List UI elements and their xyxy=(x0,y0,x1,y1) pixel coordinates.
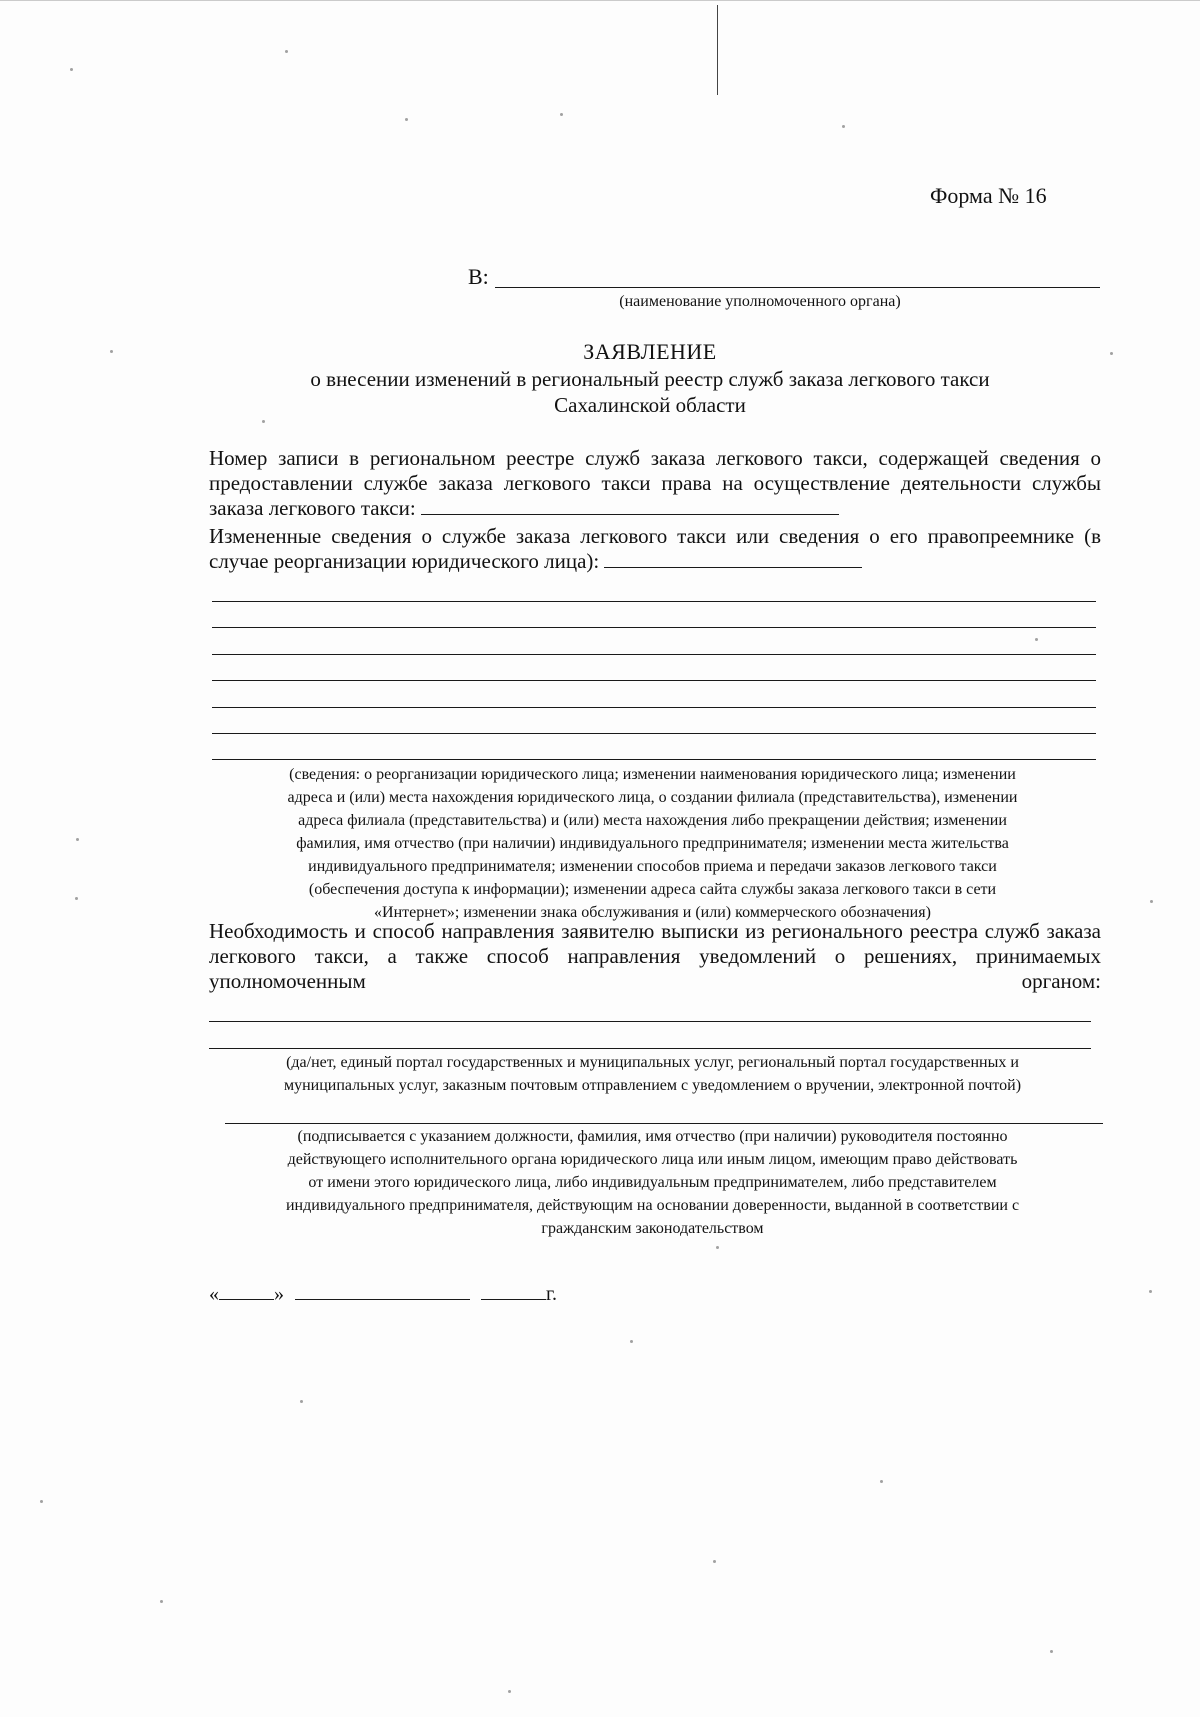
scan-speck xyxy=(1150,900,1153,903)
scan-speck xyxy=(110,350,113,353)
date-year-field[interactable] xyxy=(481,1283,546,1300)
scan-speck xyxy=(285,50,288,53)
recipient-label: В: xyxy=(468,264,489,289)
scan-speck xyxy=(508,1690,511,1693)
changed-info-line-5[interactable] xyxy=(212,707,1096,708)
record-number-field[interactable] xyxy=(421,496,839,515)
date-day-field[interactable] xyxy=(219,1283,274,1300)
scan-speck xyxy=(76,838,79,841)
scan-speck xyxy=(405,118,408,121)
notification-caption xyxy=(200,1051,1105,1097)
scan-speck xyxy=(160,1600,163,1603)
scan-speck xyxy=(75,897,78,900)
changed-info-line-1[interactable] xyxy=(212,601,1096,602)
recipient-field[interactable] xyxy=(495,287,1100,288)
changed-info-line-6[interactable] xyxy=(212,733,1096,734)
scan-speck xyxy=(1035,638,1038,641)
date-row xyxy=(209,1283,557,1306)
notification-caption-line-1: (да/нет, единый портал государственных и муниципальных услуг, региональный портал государственных и xyxy=(286,1054,1019,1071)
scan-speck xyxy=(262,420,265,423)
scan-top-edge xyxy=(0,0,1200,1)
changed-info-text: Измененные сведения о службе заказа легкового такси или сведения о его правопреемнике (в случае реорганизации юридического лица): xyxy=(209,524,1101,573)
changed-info-caption-line-3: адреса филиала (представительства) и (или) места нахождения либо прекращении действия; изменении xyxy=(298,812,1007,829)
notification-text: Необходимость и способ направления заявителю выписки из регионального реестра служб заказа легкового такси, а также способ направления уведомлений о решениях, принимаемых уполномоченным органом: xyxy=(209,919,1101,993)
changed-info-line-3[interactable] xyxy=(212,654,1096,655)
changed-info-line-4[interactable] xyxy=(212,680,1096,681)
signature-caption-line-4: индивидуального предпринимателя, действующим на основании доверенности, выданной в соответствии с xyxy=(285,1197,1020,1214)
notification-line-2[interactable] xyxy=(209,1048,1091,1049)
scan-speck xyxy=(716,1246,719,1249)
date-close-quote: » xyxy=(274,1283,284,1305)
scan-speck xyxy=(1149,1290,1152,1293)
date-open-quote: « xyxy=(209,1283,219,1305)
date-year-suffix: г. xyxy=(546,1283,557,1305)
signature-caption-line-5: гражданским законодательством xyxy=(541,1220,764,1237)
changed-info-caption-line-1: (сведения: о реорганизации юридического лица; изменении наименования юридического лица; изменении xyxy=(289,766,1016,783)
changed-info-line-2[interactable] xyxy=(212,627,1096,628)
changed-info-caption-line-6: (обеспечения доступа к информации); изменении адреса сайта службы заказа легкового такси в сети xyxy=(308,881,997,898)
notification-paragraph xyxy=(209,919,1101,994)
scan-speck xyxy=(40,1500,43,1503)
scan-speck xyxy=(630,1340,633,1343)
subtitle-line-1: о внесении изменений в региональный реестр служб заказа легкового такси xyxy=(310,367,990,391)
changed-info-caption-line-7: «Интернет»; изменении знака обслуживания и (или) коммерческого обозначения) xyxy=(374,904,931,921)
changed-info-paragraph xyxy=(209,524,1101,574)
scan-speck xyxy=(300,1400,303,1403)
date-month-field[interactable] xyxy=(295,1283,470,1300)
document-title: ЗАЯВЛЕНИЕ xyxy=(583,339,717,364)
record-number-paragraph xyxy=(209,446,1101,521)
scan-speck xyxy=(880,1480,883,1483)
scan-speck xyxy=(560,113,563,116)
notification-caption-line-2: муниципальных услуг, заказным почтовым отправлением с уведомлением о вручении, электронной почтой) xyxy=(283,1077,1022,1094)
signature-line[interactable] xyxy=(225,1123,1103,1124)
form-number: Форма № 16 xyxy=(930,183,1047,208)
changed-info-field[interactable] xyxy=(604,549,862,568)
document-subtitle xyxy=(200,366,1100,418)
changed-info-caption-line-2: адреса и (или) места нахождения юридического лица, о создании филиала (представительства), изменении xyxy=(287,789,1018,806)
record-number-text: Номер записи в региональном реестре служб заказа легкового такси, содержащей сведения о предоставлении службе заказа легкового такси права на осуществление деятельности службы заказа легкового такси: xyxy=(209,446,1101,520)
signature-caption-line-1: (подписывается с указанием должности, фамилия, имя отчество (при наличии) руководителя постоянно xyxy=(297,1128,1008,1145)
changed-info-caption-line-4: фамилия, имя отчество (при наличии) индивидуального предпринимателя; изменении места жительства xyxy=(296,835,1009,852)
scan-speck xyxy=(842,125,845,128)
changed-info-caption xyxy=(200,763,1105,924)
changed-info-caption-line-5: индивидуального предпринимателя; изменении способов приема и передачи заказов легкового такси xyxy=(308,858,997,875)
subtitle-line-2: Сахалинской области xyxy=(554,393,746,417)
scan-speck xyxy=(70,68,73,71)
scan-speck xyxy=(1110,352,1113,355)
scan-vertical-mark xyxy=(717,5,718,95)
signature-caption-line-3: от имени этого юридического лица, либо индивидуальным предпринимателем, либо представителем xyxy=(308,1174,997,1191)
scan-speck xyxy=(1050,1650,1053,1653)
recipient-caption: (наименование уполномоченного органа) xyxy=(619,293,901,310)
scan-speck xyxy=(713,1560,716,1563)
signature-caption xyxy=(200,1125,1105,1240)
notification-line-1[interactable] xyxy=(209,1021,1091,1022)
changed-info-line-7[interactable] xyxy=(212,759,1096,760)
signature-caption-line-2: действующего исполнительного органа юридического лица или иным лицом, имеющим право действовать xyxy=(287,1151,1018,1168)
